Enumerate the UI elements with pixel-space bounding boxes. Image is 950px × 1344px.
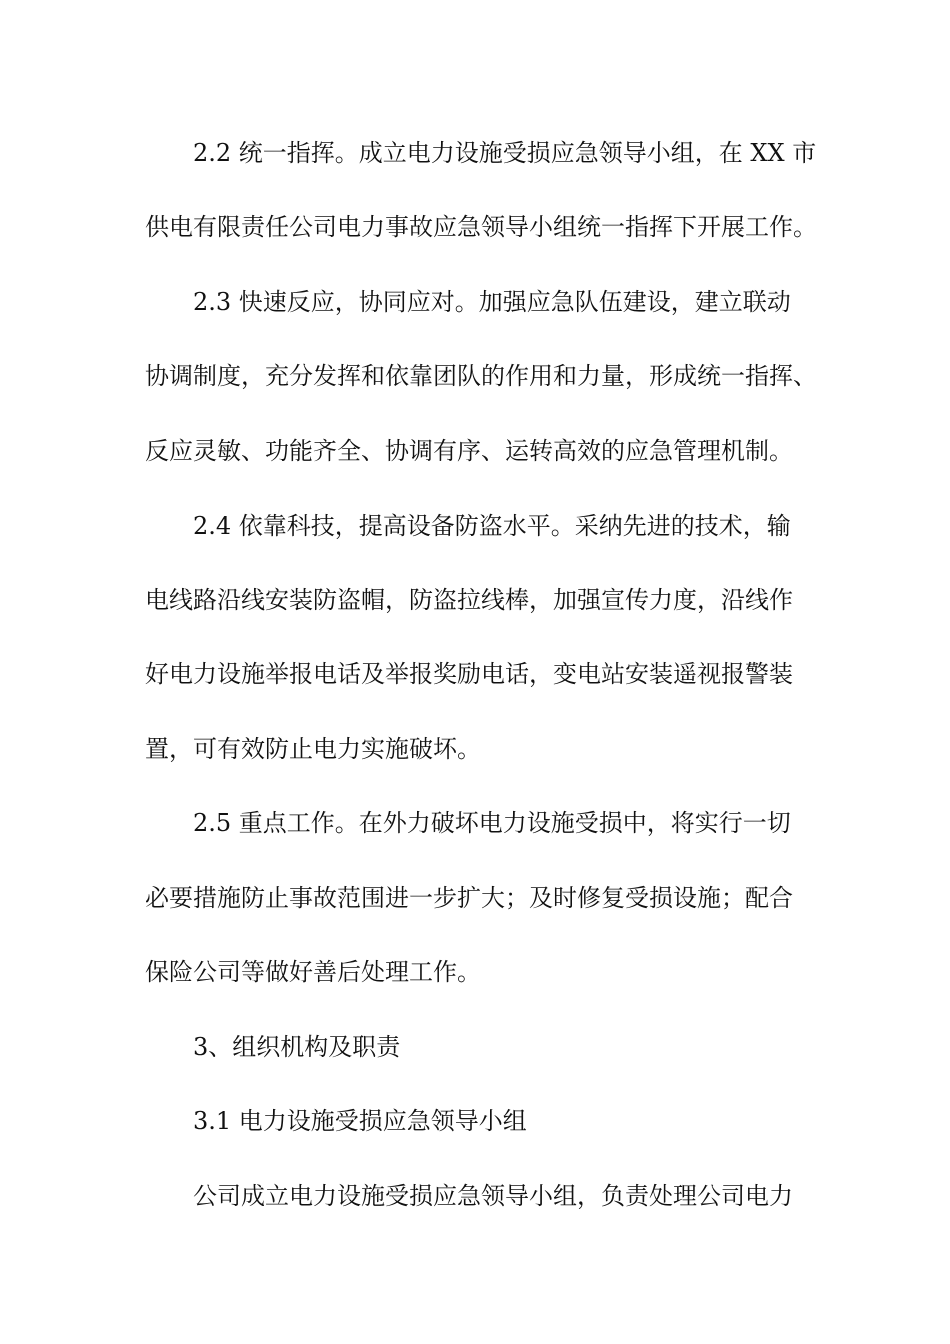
section-3-heading: 3、组织机构及职责 <box>193 1033 401 1061</box>
paragraph-3-1-line-1: 公司成立电力设施受损应急领导小组，负责处理公司电力 <box>193 1182 793 1210</box>
paragraph-2-4-line-2: 电线路沿线安装防盗帽，防盗拉线棒，加强宣传力度，沿线作 <box>145 586 793 614</box>
section-3-1-heading: 3.1 电力设施受损应急领导小组 <box>193 1107 527 1135</box>
paragraph-2-4-line-3: 好电力设施举报电话及举报奖励电话，变电站安装遥视报警装 <box>145 660 793 688</box>
paragraph-2-2-line-2: 供电有限责任公司电力事故应急领导小组统一指挥下开展工作。 <box>145 213 817 241</box>
paragraph-2-2-line-1: 2.2 统一指挥。成立电力设施受损应急领导小组，在 XX 市 <box>193 139 817 167</box>
paragraph-2-5-line-1: 2.5 重点工作。在外力破坏电力设施受损中，将实行一切 <box>193 809 791 837</box>
paragraph-2-4-line-4: 置，可有效防止电力实施破坏。 <box>145 735 481 763</box>
paragraph-2-3-line-1: 2.3 快速反应，协同应对。加强应急队伍建设，建立联动 <box>193 288 791 316</box>
paragraph-2-3-line-2: 协调制度，充分发挥和依靠团队的作用和力量，形成统一指挥、 <box>145 362 817 390</box>
paragraph-2-5-line-2: 必要措施防止事故范围进一步扩大；及时修复受损设施；配合 <box>145 884 793 912</box>
paragraph-2-3-line-3: 反应灵敏、功能齐全、协调有序、运转高效的应急管理机制。 <box>145 437 793 465</box>
paragraph-2-5-line-3: 保险公司等做好善后处理工作。 <box>145 958 481 986</box>
paragraph-2-4-line-1: 2.4 依靠科技，提高设备防盗水平。采纳先进的技术，输 <box>193 512 791 540</box>
